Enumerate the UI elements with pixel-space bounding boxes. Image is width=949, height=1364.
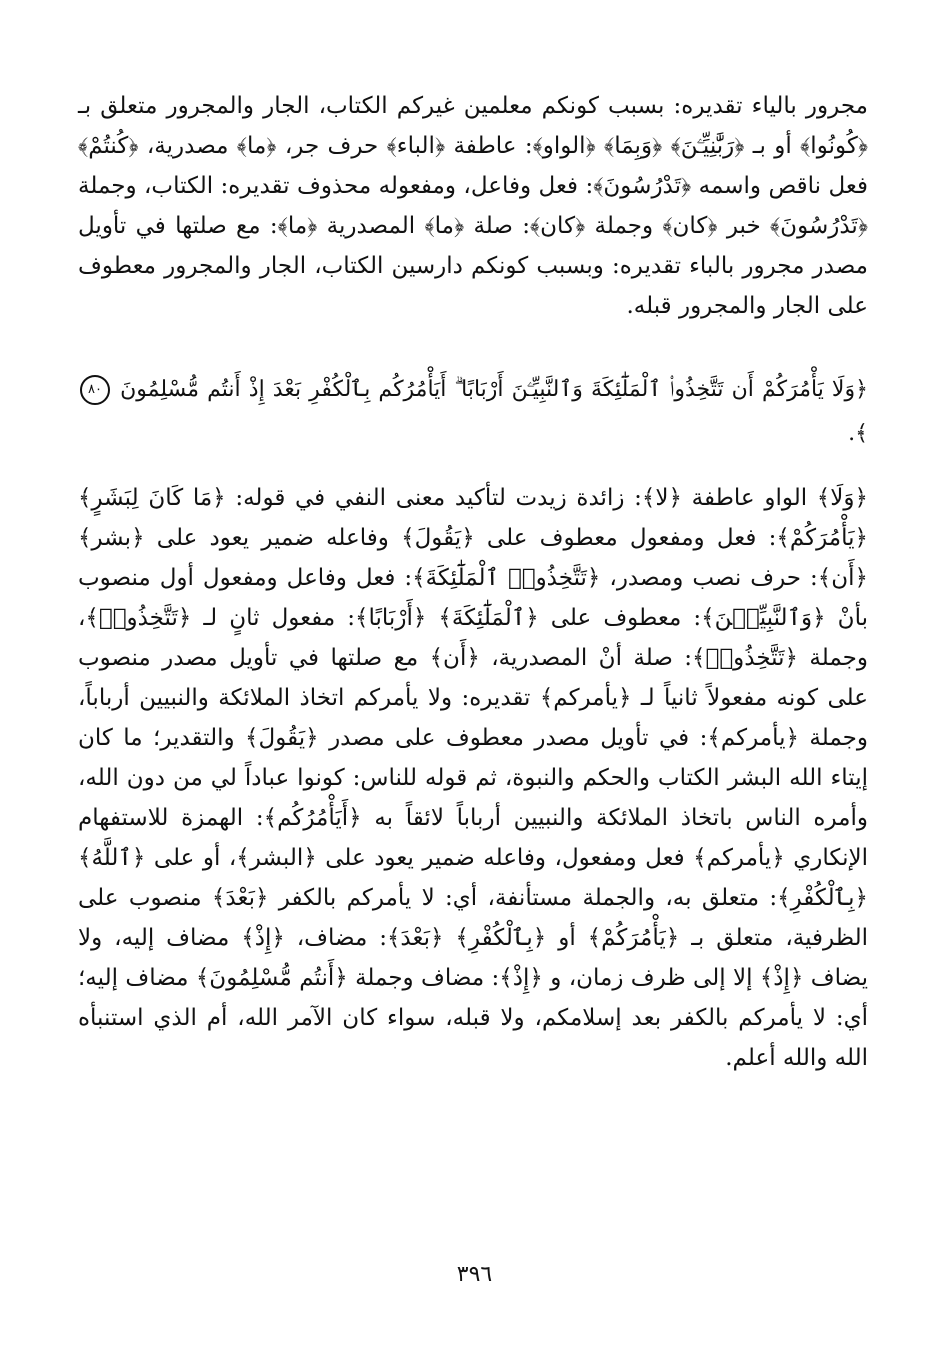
paragraph-1: مجرور بالياء تقديره: بسبب كونكم معلمين غيركم الكتاب، الجار والمجرور متعلق بـ ﴿كُونُوا﴾ أو بـ ﴿رَبَّٰنِيِّـۧنَ﴾ ﴿وَبِمَا﴾ ﴿الواو﴾: عاطفة ﴿الباء﴾ حرف جر، ﴿ما﴾ مصدرية، ﴿كُنتُمْ﴾ فعل ناقص واسمه ﴿تَدْرُسُونَ﴾: فعل وفاعل، ومفعوله محذوف تقديره: الكتاب، وجملة ﴿تَدْرُسُونَ﴾ خبر ﴿كان﴾ وجملة ﴿كان﴾: صلة ﴿ما﴾ المصدرية ﴿ما﴾: مع صلتها في تأويل مصدر مجرور بالباء تقديره: وبسبب كونكم دارسين الكتاب، الجار والمجرور معطوف على الجار والمجرور قبله. (78, 93, 868, 319)
verse-closing: ﴾. (848, 421, 868, 446)
ayah-number-marker: ٨٠ (80, 375, 110, 405)
paragraph-2: ﴿وَلَا﴾ الواو عاطفة ﴿لا﴾: زائدة زيدت لتأكيد معنى النفي في قوله: ﴿مَا كَانَ لِبَشَرٍ﴾ ﴿يَأْمُرَكُمْ﴾: فعل ومفعول معطوف على ﴿يَقُولَ﴾ وفاعله ضمير يعود على ﴿بشر﴾ ﴿أَن﴾: حرف نصب ومصدر، ﴿تَتَّخِذُوا۟ ٱلْمَلَٰٓئِكَةَ﴾: فعل وفاعل ومفعول أول منصوب بأنْ ﴿وَٱلنَّبِيِّـۧنَ﴾: معطوف على ﴿ٱلْمَلَٰٓئِكَةَ﴾ ﴿أَرْبَابًا﴾: مفعول ثانٍ لـ ﴿تَتَّخِذُوا۟﴾، وجملة ﴿تَتَّخِذُوا۟﴾: صلة أنْ المصدرية، ﴿أَن﴾ مع صلتها في تأويل مصدر منصوب على كونه مفعولاً ثانياً لـ ﴿يأمركم﴾ تقديره: ولا يأمركم اتخاذ الملائكة والنبيين أرباباً، وجملة ﴿يأمركم﴾: في تأويل مصدر معطوف على مصدر ﴿يَقُولَ﴾ والتقدير؛ ما كان إيتاء الله البشر الكتاب والحكم والنبوة، ثم قوله للناس: كونوا عباداً لي من دون الله، وأمره الناس باتخاذ الملائكة والنبيين أرباباً لائقاً به ﴿أَيَأْمُرُكُم﴾: الهمزة للاستفهام الإنكاري ﴿يأمركم﴾ فعل ومفعول، وفاعله ضمير يعود على ﴿البشر﴾، أو على ﴿ٱللَّهُ﴾ ﴿بِٱلْكُفْرِ﴾: متعلق به، والجملة مستأنفة، أي: لا يأمركم بالكفر ﴿بَعْدَ﴾ منصوب على الظرفية، متعلق بـ ﴿يَأْمُرَكُمْ﴾ أو ﴿بِٱلْكُفْرِ﴾ ﴿بَعْدَ﴾: مضاف، ﴿إِذْ﴾ مضاف إليه، ولا يضاف ﴿إِذْ﴾ إلا إلى ظرف زمان، و ﴿إِذْ﴾: مضاف وجملة ﴿أَنتُم مُّسْلِمُونَ﴾ مضاف إليه؛ أي: لا يأمركم بالكفر بعد إسلامكم، ولا قبله، سواء كان الآمر الله، أم الذي استنبأه الله والله أعلم. (78, 485, 868, 1071)
quran-verse (78, 368, 868, 456)
verse-text: ﴿وَلَا يَأْمُرَكُمْ أَن تَتَّخِذُوا۟ ٱلْمَلَٰٓئِكَةَ وَٱلنَّبِيِّـۧنَ أَرْبَابًا ۗ أَيَأْمُرُكُم بِٱلْكُفْرِ بَعْدَ إِذْ أَنتُم مُّسْلِمُونَ (120, 377, 868, 402)
page-number: ٣٩٦ (456, 1262, 493, 1287)
